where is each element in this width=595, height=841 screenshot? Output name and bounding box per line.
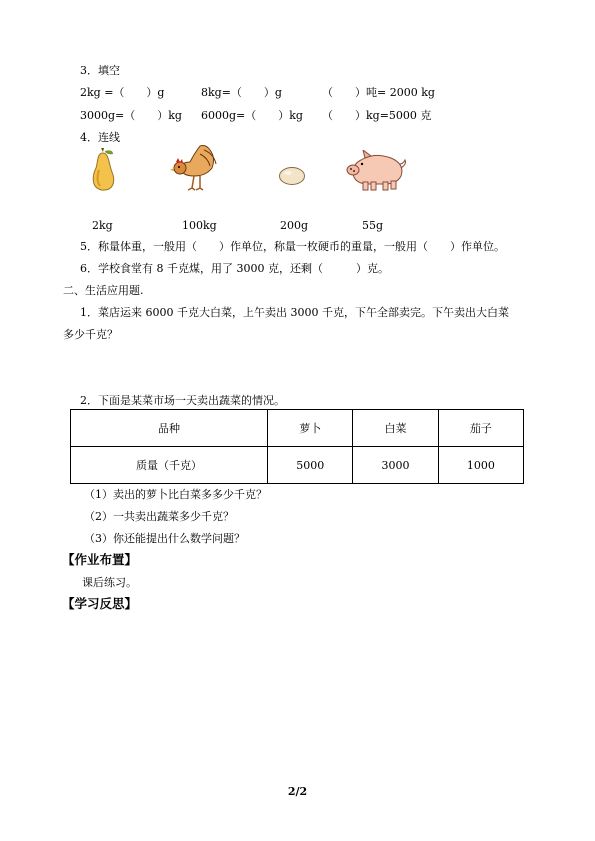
section3-title: 3．填空 xyxy=(80,64,120,77)
hen-icon xyxy=(170,144,226,192)
part2-title: 二、生活应用题. xyxy=(63,284,144,297)
weight-label-3: 200g xyxy=(280,219,309,232)
pig-icon xyxy=(345,150,409,192)
fill-blank-6: （ ）kg=5000 克 xyxy=(322,109,432,122)
weight-label-4: 55g xyxy=(362,219,384,232)
page-number: 2/2 xyxy=(287,785,308,798)
egg-icon xyxy=(278,166,306,186)
weight-label-2: 100kg xyxy=(182,219,217,232)
sub-question-1: （1）卖出的萝卜比白菜多多少千克？ xyxy=(84,488,267,501)
table-cell: 质量（千克） xyxy=(71,447,268,484)
vegetable-sales-table xyxy=(70,409,524,484)
table-cell: 3000 xyxy=(353,447,438,484)
question-5: 5．称量体重，一般用（ ）作单位，称量一枚硬币的重量，一般用（ ）作单位。 xyxy=(80,240,505,253)
fill-blank-3: （ ）吨= 2000 kg xyxy=(322,86,435,99)
sub-question-3: （3）你还能提出什么数学问题？ xyxy=(84,532,245,545)
fill-blank-1: 2kg =（ ）g xyxy=(80,86,165,99)
homework-title: 【作业布置】 xyxy=(62,552,138,567)
section4-title: 4．连线 xyxy=(80,131,120,144)
pear-icon xyxy=(88,148,118,192)
homework-content: 课后练习。 xyxy=(82,576,137,589)
reflection-title: 【学习反思】 xyxy=(62,596,138,611)
problem-2-intro: 2．下面是某菜市场一天卖出蔬菜的情况。 xyxy=(80,394,285,407)
question-6: 6．学校食堂有 8 千克煤，用了 3000 克，还剩（ ）克。 xyxy=(80,262,389,275)
problem-1-line-1: 1．菜店运来 6000 千克大白菜，上午卖出 3000 千克，下午全部卖完。下午卖出大白菜 xyxy=(80,306,509,319)
table-header-cell: 品种 xyxy=(71,410,268,447)
table-header-cell: 萝卜 xyxy=(268,410,353,447)
table-header-cell: 茄子 xyxy=(438,410,523,447)
fill-blank-5: 6000g=（ ）kg xyxy=(201,109,303,122)
table-header-row xyxy=(71,410,524,447)
fill-blank-4: 3000g=（ ）kg xyxy=(80,109,182,122)
problem-1-line-2: 多少千克？ xyxy=(63,328,118,341)
fill-blank-2: 8kg=（ ）g xyxy=(201,86,282,99)
table-row xyxy=(71,447,524,484)
weight-label-1: 2kg xyxy=(92,219,113,232)
sub-question-2: （2）一共卖出蔬菜多少千克？ xyxy=(84,510,234,523)
table-cell: 5000 xyxy=(268,447,353,484)
table-cell: 1000 xyxy=(438,447,523,484)
table-header-cell: 白菜 xyxy=(353,410,438,447)
